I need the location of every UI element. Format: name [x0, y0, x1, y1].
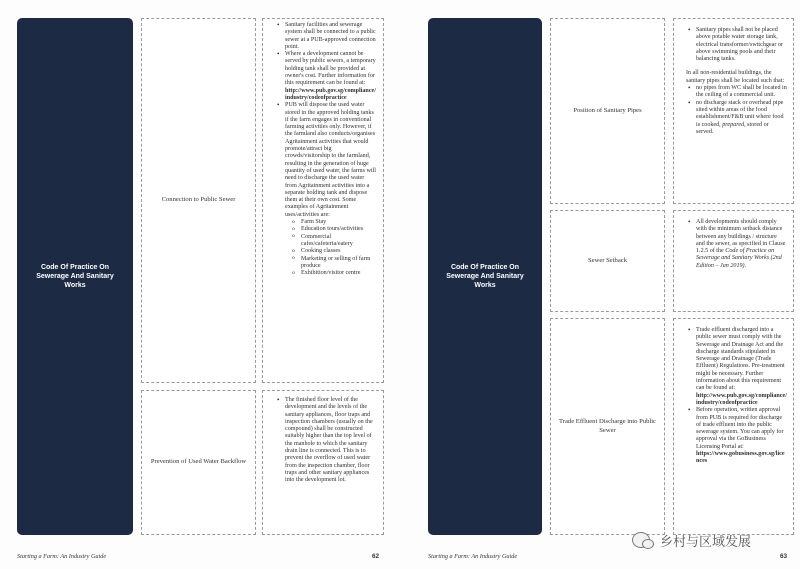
emphasis-text: prepared	[722, 121, 745, 128]
bullet-item	[285, 102, 377, 277]
row-content-backflow	[262, 390, 384, 535]
row-label-connection	[141, 18, 256, 383]
gobusiness-link[interactable]: https://www.gobusiness.gov.sg/licences	[696, 451, 785, 465]
sub-list-item: o Education tours/activities	[301, 226, 377, 233]
watermark	[632, 531, 751, 549]
row-label-text: Connection to Public Sewer	[161, 196, 236, 204]
bullet-item: • Sanitary facilities and sewerage system shall be connected to a public sewer at a PUB-approved connection point.	[285, 22, 377, 51]
row-label-text: Position of Sanitary Pipes	[573, 106, 642, 114]
section-title-panel	[428, 18, 542, 535]
row-content-trade-effluent	[673, 318, 794, 535]
bullet-item	[696, 407, 787, 465]
bullet-text: , stored or served.	[696, 121, 769, 135]
bullet-item	[285, 51, 377, 102]
emphasis-text: Code of Practice on Sewerage and Sanitary Works (2nd Edition – Jan 2019)	[696, 248, 782, 269]
bullet-text: All developments should comply with the minimum setback distance between any buildings / structure and the sewer, as specified in Clause 1.2.5 of the	[696, 219, 786, 255]
row-content-connection	[262, 18, 384, 383]
bullet-item	[696, 100, 787, 136]
row-label-trade-effluent	[550, 318, 665, 535]
row-label-sewer-setback	[550, 210, 665, 312]
row-label-backflow	[141, 390, 256, 535]
bullet-item: • The finished floor level of the development and the levels of the sanitary appliances, floor traps and inspection chambers (usually on the compound) shall be constructed suitably higher than the top level of the manhole to which the sanitary drain line is connected. This is to prevent the overflow of used water from the inspection chamber, floor traps and other sanitary appliances into the development lot.	[285, 397, 377, 485]
pub-link[interactable]: http://www.pub.gov.sg/compliance/industry/codeofpractice	[696, 392, 787, 406]
bullet-item	[696, 219, 787, 270]
bullet-item: • no pipes from WC shall be located in the ceiling of a commercial unit.	[696, 85, 787, 100]
row-label-text: Prevention of Used Water Backflow	[150, 458, 247, 466]
sub-list-item: o Farm Stay	[301, 219, 377, 226]
paragraph: In all non-residential buildings, the sanitary pipes shall be located such that:	[686, 70, 785, 84]
page-footer: Starting a Farm: An Industry Guide	[17, 553, 107, 560]
bullet-item: • Sanitary pipes shall not be placed above potable water storage tank, electrical transformer/switchgear or above swimming pools and their balancing tanks.	[696, 27, 787, 63]
section-title: Code Of Practice On Sewerage And Sanitary Works	[36, 264, 114, 289]
row-content-sanitary-pipes	[673, 18, 794, 204]
sub-list-item: o Commercial cafes/cafeteria/eatery	[301, 234, 377, 249]
watermark-text: 乡村与区域发展	[660, 534, 752, 550]
bullet-text: Before operation, written approval from PUB is required for discharge of trade effluent into the public sewerage system. You can apply for approval via the GoBusiness Licensing Portal at:	[696, 407, 784, 450]
bullet-text: PUB will dispose the used water stored in the approved holding tanks if the farm engages in conventional farming activities only. However, if the farmland also conducts/organises Agritainment activities that would promote/attract big crowds/visitorship to the farmland, resulting in the generation of huge quantity of used water, the farms will need to discharge the used water from Agritainment activities into a separate holding tank and dispose them at their own cost. Some examples of Agritainment uses/activities are:	[285, 102, 376, 218]
page-number: 62	[372, 553, 380, 560]
page-footer: Starting a Farm: An Industry Guide	[428, 553, 518, 560]
row-content-sewer-setback	[673, 210, 794, 312]
sub-list-item: o Cooking classes	[301, 248, 377, 255]
bullet-item	[696, 327, 787, 407]
right-page	[400, 0, 800, 569]
section-title: Code Of Practice On Sewerage And Sanitary Works	[446, 264, 524, 289]
bullet-text: Trade effluent discharged into a public sewer must comply with the Sewerage and Drainage Act and the discharge standards stipulated in Sewerage and Drainage (Trade Effluent) Regulations. Pre-treatment might be necessary. Further information about this requirement can be found at:	[696, 327, 785, 392]
pub-link[interactable]: http://www.pub.gov.sg/compliance/industry/codeofpractice	[285, 87, 376, 101]
page-number: 63	[780, 553, 788, 560]
sub-list-item: o Exhibition/visitor centre	[301, 270, 377, 277]
section-title-panel	[17, 18, 133, 535]
row-label-text: Trade Effluent Discharge into Public Sewer	[559, 418, 656, 434]
bullet-text: Where a development cannot be served by public sewers, a temporary holding tank shall be provided at owner's cost. Further information for this requirement can be found at:	[285, 51, 376, 87]
bullet-text: .	[744, 262, 747, 269]
row-label-text: Sewer Setback	[588, 256, 627, 264]
bullet-text: no discharge stack or overhead pipe sited within areas of the food establishment/F&B unit where food is cooked,	[696, 99, 784, 128]
sub-list-item: o Marketing or selling of farm produce	[301, 256, 377, 271]
wechat-icon	[632, 532, 650, 548]
row-label-sanitary-pipes	[550, 18, 665, 204]
